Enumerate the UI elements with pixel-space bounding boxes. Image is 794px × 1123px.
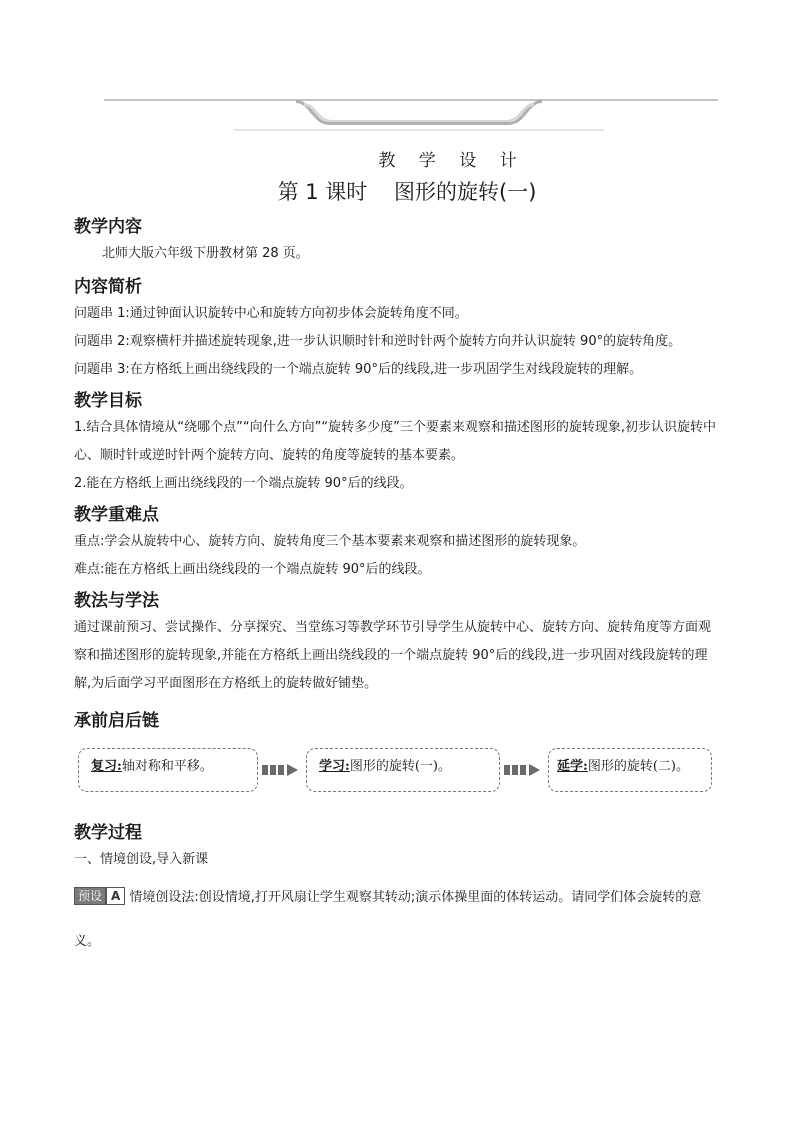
teaching-content-text: 北师大版六年级下册教材第 28 页。 <box>102 246 309 261</box>
preset-badge: 预设 <box>74 887 106 905</box>
lesson-plan-body <box>74 214 722 964</box>
difficult-point: 难点:能在方格纸上画出绕线段的一个端点旋转 90°后的线段。 <box>74 562 431 577</box>
chain-tag: 延学: <box>557 759 588 774</box>
question-chain-1: 问题串 1:通过钟面认识旋转中心和旋转方向初步体会旋转角度不同。 <box>74 306 468 321</box>
section-teaching-process <box>74 820 722 964</box>
chain-box-extend <box>548 748 712 792</box>
chain-box-review <box>78 748 258 792</box>
section-content-analysis <box>74 274 722 384</box>
section-key-difficult-points <box>74 502 722 584</box>
chain-text: 图形的旋转(一)。 <box>349 759 451 774</box>
learning-chain-row <box>74 748 722 804</box>
section-heading: 教学过程 <box>74 823 142 843</box>
preset-letter-badge: A <box>106 887 125 905</box>
chain-text: 轴对称和平移。 <box>121 759 213 774</box>
section-learning-chain <box>74 708 722 804</box>
key-point: 重点:学会从旋转中心、旋转方向、旋转角度三个基本要素来观察和描述图形的旋转现象。 <box>74 534 586 549</box>
process-step-title: 一、情境创设,导入新课 <box>74 852 209 867</box>
document-type: 教 学 设 计 <box>378 151 526 171</box>
section-teaching-content <box>74 214 722 268</box>
chain-arrow-icon <box>262 764 302 776</box>
header-decoration <box>104 92 718 136</box>
section-heading: 教学目标 <box>74 391 142 411</box>
goal-item-1: 1.结合具体情境从“绕哪个点”“向什么方向”“旋转多少度”三个要素来观察和描述图形的旋转现象,初步认识旋转中心、顺时针或逆时针两个旋转方向、旋转的角度等旋转的基本要素。 <box>74 420 716 463</box>
preset-text: 情境创设法:创设情境,打开风扇让学生观察其转动;演示体操里面的体转运动。请同学们体会旋转的意义。 <box>74 890 702 949</box>
chain-tag: 复习: <box>91 759 122 774</box>
section-teaching-goals <box>74 388 722 498</box>
question-chain-3: 问题串 3:在方格纸上画出绕线段的一个端点旋转 90°后的线段,进一步巩固学生对线段旋转的理解。 <box>74 362 643 377</box>
goal-item-2: 2.能在方格纸上画出绕线段的一个端点旋转 90°后的线段。 <box>74 476 413 491</box>
chain-box-learn <box>306 748 500 792</box>
section-heading: 教学内容 <box>74 217 142 237</box>
methods-text: 通过课前预习、尝试操作、分享探究、当堂练习等教学环节引导学生从旋转中心、旋转方向、旋转角度等方面观察和描述图形的旋转现象,并能在方格纸上画出绕线段的一个端点旋转 90°后的线段,进一步巩固对线段旋转的理解,为后面学习平面图形在方格纸上的旋转做好铺垫。 <box>74 620 712 691</box>
question-chain-2: 问题串 2:观察横杆并描述旋转现象,进一步认识顺时针和逆时针两个旋转方向并认识旋转 90°的旋转角度。 <box>74 334 682 349</box>
section-heading: 内容简析 <box>74 277 142 297</box>
chain-tag: 学习: <box>319 759 350 774</box>
section-heading: 教学重难点 <box>74 505 159 525</box>
section-teaching-methods <box>74 588 722 698</box>
chain-arrow-icon <box>504 764 544 776</box>
chain-text: 图形的旋转(二)。 <box>587 759 689 774</box>
lesson-title: 第 1 课时 图形的旋转(一) <box>277 180 537 204</box>
section-heading: 承前启后链 <box>74 711 159 731</box>
section-heading: 教法与学法 <box>74 591 159 611</box>
preset-paragraph <box>74 876 722 964</box>
